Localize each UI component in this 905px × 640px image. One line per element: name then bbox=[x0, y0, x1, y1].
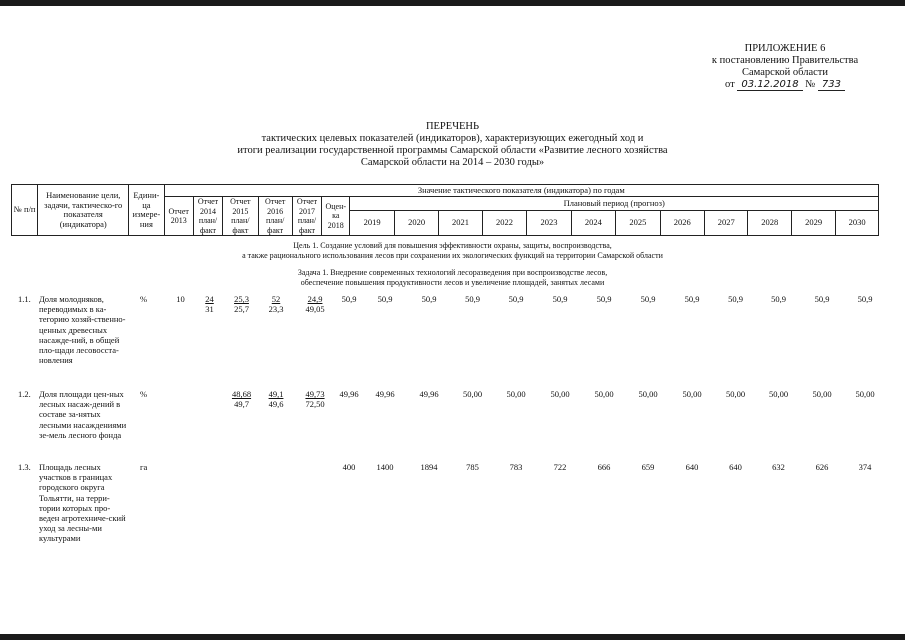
appendix-date-line bbox=[690, 79, 880, 91]
fact-value: 49,6 bbox=[268, 399, 284, 409]
cell-2018: 49,96 bbox=[339, 389, 359, 399]
indicator-table-header bbox=[11, 184, 879, 236]
cell-2023: 50,00 bbox=[550, 389, 570, 399]
header-year: 2024 bbox=[571, 210, 615, 235]
header-2015: Отчет 2015 план/ факт bbox=[223, 197, 258, 236]
row-number: 1.1. bbox=[18, 294, 31, 304]
header-year: 2019 bbox=[350, 210, 394, 235]
row-number: 1.3. bbox=[18, 462, 31, 472]
header-planned-period: Плановый период (прогноз) bbox=[350, 197, 879, 211]
appendix-line2: к постановлению Правительства bbox=[711, 55, 859, 66]
cell-2024: 666 bbox=[597, 462, 611, 472]
plan-value: 24,9 bbox=[307, 294, 323, 304]
cell-2019: 1400 bbox=[376, 462, 394, 472]
cell-2022: 50,9 bbox=[508, 294, 524, 304]
header-year: 2027 bbox=[705, 210, 748, 235]
title-line4: Самарской области на 2014 – 2030 годы» bbox=[360, 157, 545, 168]
cell-2022: 783 bbox=[509, 462, 523, 472]
cell-2022: 50,00 bbox=[506, 389, 526, 399]
fact-value: 49,05 bbox=[305, 304, 325, 314]
cell-2028: 50,9 bbox=[771, 294, 786, 304]
cell-2030: 374 bbox=[858, 462, 872, 472]
header-2014: Отчет 2014 план/ факт bbox=[193, 197, 222, 236]
row-name: Доля площади цен-ных лесных насаж-дений в составе за-нятых лесными насаждениями зе-мель лесного фонда bbox=[39, 389, 127, 440]
header-unit: Едини-ца измере-ния bbox=[129, 185, 164, 236]
row-number: 1.2. bbox=[18, 389, 31, 399]
cell-2026: 50,9 bbox=[684, 294, 700, 304]
plan-value: 25,3 bbox=[234, 294, 249, 304]
header-num: № п/п bbox=[12, 185, 38, 236]
header-year: 2028 bbox=[748, 210, 791, 235]
header-2017: Отчет 2017 план/ факт bbox=[292, 197, 321, 236]
cell-2025: 50,9 bbox=[640, 294, 656, 304]
cell-2021: 785 bbox=[466, 462, 479, 472]
task-line2: обеспечение повышения продуктивности лесов и увеличение площадей, занятых лесами bbox=[300, 278, 605, 287]
cell-2013: 10 bbox=[176, 294, 185, 304]
header-year: 2022 bbox=[482, 210, 526, 235]
fact-value: 72,50 bbox=[305, 399, 325, 409]
plan-value: 52 bbox=[271, 294, 281, 304]
cell-2026: 640 bbox=[685, 462, 699, 472]
cell-2018: 50,9 bbox=[341, 294, 357, 304]
header-year: 2029 bbox=[791, 210, 835, 235]
cell-2020: 1894 bbox=[420, 462, 438, 472]
cell-2017 bbox=[293, 294, 337, 314]
title-line3: итоги реализации государственной программы Самарской области «Развитие лесного хозяйства bbox=[237, 145, 668, 156]
header-name: Наименование цели, задачи, тактическо-го показателя (индикатора) bbox=[38, 185, 129, 236]
handwritten-number: 733 bbox=[818, 79, 845, 91]
cell-2028: 50,00 bbox=[768, 389, 789, 399]
header-year: 2020 bbox=[394, 210, 438, 235]
cell-2025: 50,00 bbox=[638, 389, 658, 399]
cell-2020: 49,96 bbox=[419, 389, 439, 399]
cell-2019: 50,9 bbox=[377, 294, 393, 304]
document-title bbox=[180, 121, 725, 169]
plan-value: 24 bbox=[205, 294, 214, 304]
cell-2025: 659 bbox=[641, 462, 655, 472]
cell-2016 bbox=[259, 389, 293, 409]
header-year: 2021 bbox=[439, 210, 482, 235]
plan-value: 49,1 bbox=[268, 389, 284, 399]
cell-2027: 50,00 bbox=[725, 389, 746, 399]
cell-2030: 50,9 bbox=[857, 294, 873, 304]
handwritten-date: 03.12.2018 bbox=[737, 79, 802, 91]
fact-value: 31 bbox=[205, 304, 214, 314]
plan-value: 49,73 bbox=[305, 389, 325, 399]
task-line1: Задача 1. Внедрение современных технологий лесоразведения при воспроизводстве лесов, bbox=[297, 268, 608, 277]
cell-2015 bbox=[224, 389, 259, 409]
fact-value: 23,3 bbox=[268, 304, 284, 314]
header-values: Значение тактического показателя (индикатора) по годам bbox=[164, 185, 878, 197]
scan-bottom-edge bbox=[0, 634, 905, 640]
cell-2028: 632 bbox=[772, 462, 785, 472]
number-label: № bbox=[805, 79, 816, 90]
cell-2024: 50,9 bbox=[596, 294, 612, 304]
cell-2030: 50,00 bbox=[855, 389, 875, 399]
cell-2018: 400 bbox=[342, 462, 356, 472]
cell-2027: 50,9 bbox=[728, 294, 743, 304]
appendix-title: ПРИЛОЖЕНИЕ 6 bbox=[744, 43, 826, 54]
fact-value: 49,7 bbox=[234, 399, 249, 409]
header-year: 2030 bbox=[836, 210, 879, 235]
cell-2023: 50,9 bbox=[552, 294, 568, 304]
cell-2023: 722 bbox=[553, 462, 567, 472]
header-year: 2023 bbox=[527, 210, 571, 235]
cell-2017 bbox=[293, 389, 337, 409]
plan-value: 48,68 bbox=[231, 389, 252, 399]
cell-2019: 49,96 bbox=[375, 389, 395, 399]
cell-2015 bbox=[224, 294, 259, 314]
cell-2026: 50,00 bbox=[682, 389, 702, 399]
cell-2024: 50,00 bbox=[594, 389, 614, 399]
row-unit: % bbox=[140, 294, 148, 304]
cell-2014 bbox=[195, 294, 224, 314]
header-2018: Оцен-ка 2018 bbox=[322, 197, 350, 236]
header-2013: Отчет 2013 bbox=[164, 197, 193, 236]
row-name: Площадь лесных участков в границах городского округа Тольятти, на терри-тории которых про-веден агротехниче-ский уход за лесны-ми культурами bbox=[39, 462, 126, 544]
header-year: 2026 bbox=[660, 210, 704, 235]
cell-2027: 640 bbox=[729, 462, 742, 472]
goal-1 bbox=[180, 241, 725, 261]
appendix-block bbox=[690, 43, 880, 91]
task-1 bbox=[180, 268, 725, 288]
row-unit: % bbox=[140, 389, 148, 399]
cell-2020: 50,9 bbox=[421, 294, 437, 304]
appendix-line3: Самарской области bbox=[742, 67, 828, 78]
from-label: от bbox=[725, 79, 735, 90]
cell-2029: 50,9 bbox=[814, 294, 830, 304]
header-year: 2025 bbox=[616, 210, 660, 235]
cell-2029: 626 bbox=[815, 462, 829, 472]
cell-2016 bbox=[259, 294, 293, 314]
cell-2029: 50,00 bbox=[812, 389, 832, 399]
goal-line2: а также рационального использования лесов при сохранении их экологических функций на территории Самарской области bbox=[242, 251, 663, 260]
cell-2021: 50,9 bbox=[465, 294, 480, 304]
title-line2: тактических целевых показателей (индикаторов), характеризующих ежегодный ход и bbox=[261, 133, 644, 144]
scan-top-edge bbox=[0, 0, 905, 6]
fact-value: 25,7 bbox=[234, 304, 249, 314]
row-name: Доля молодняков, переводимых в ка-тегорию хозяй-ственно-ценных древесных насажде-ний, в общей пло-щади лесовосста-новления bbox=[39, 294, 126, 366]
row-unit: га bbox=[140, 462, 148, 472]
goal-line1: Цель 1. Создание условий для повышения эффективности охраны, защиты, воспроизводства, bbox=[293, 241, 612, 250]
cell-2021: 50,00 bbox=[462, 389, 483, 399]
header-2016: Отчет 2016 план/ факт bbox=[258, 197, 292, 236]
title-line1: ПЕРЕЧЕНЬ bbox=[425, 121, 480, 132]
